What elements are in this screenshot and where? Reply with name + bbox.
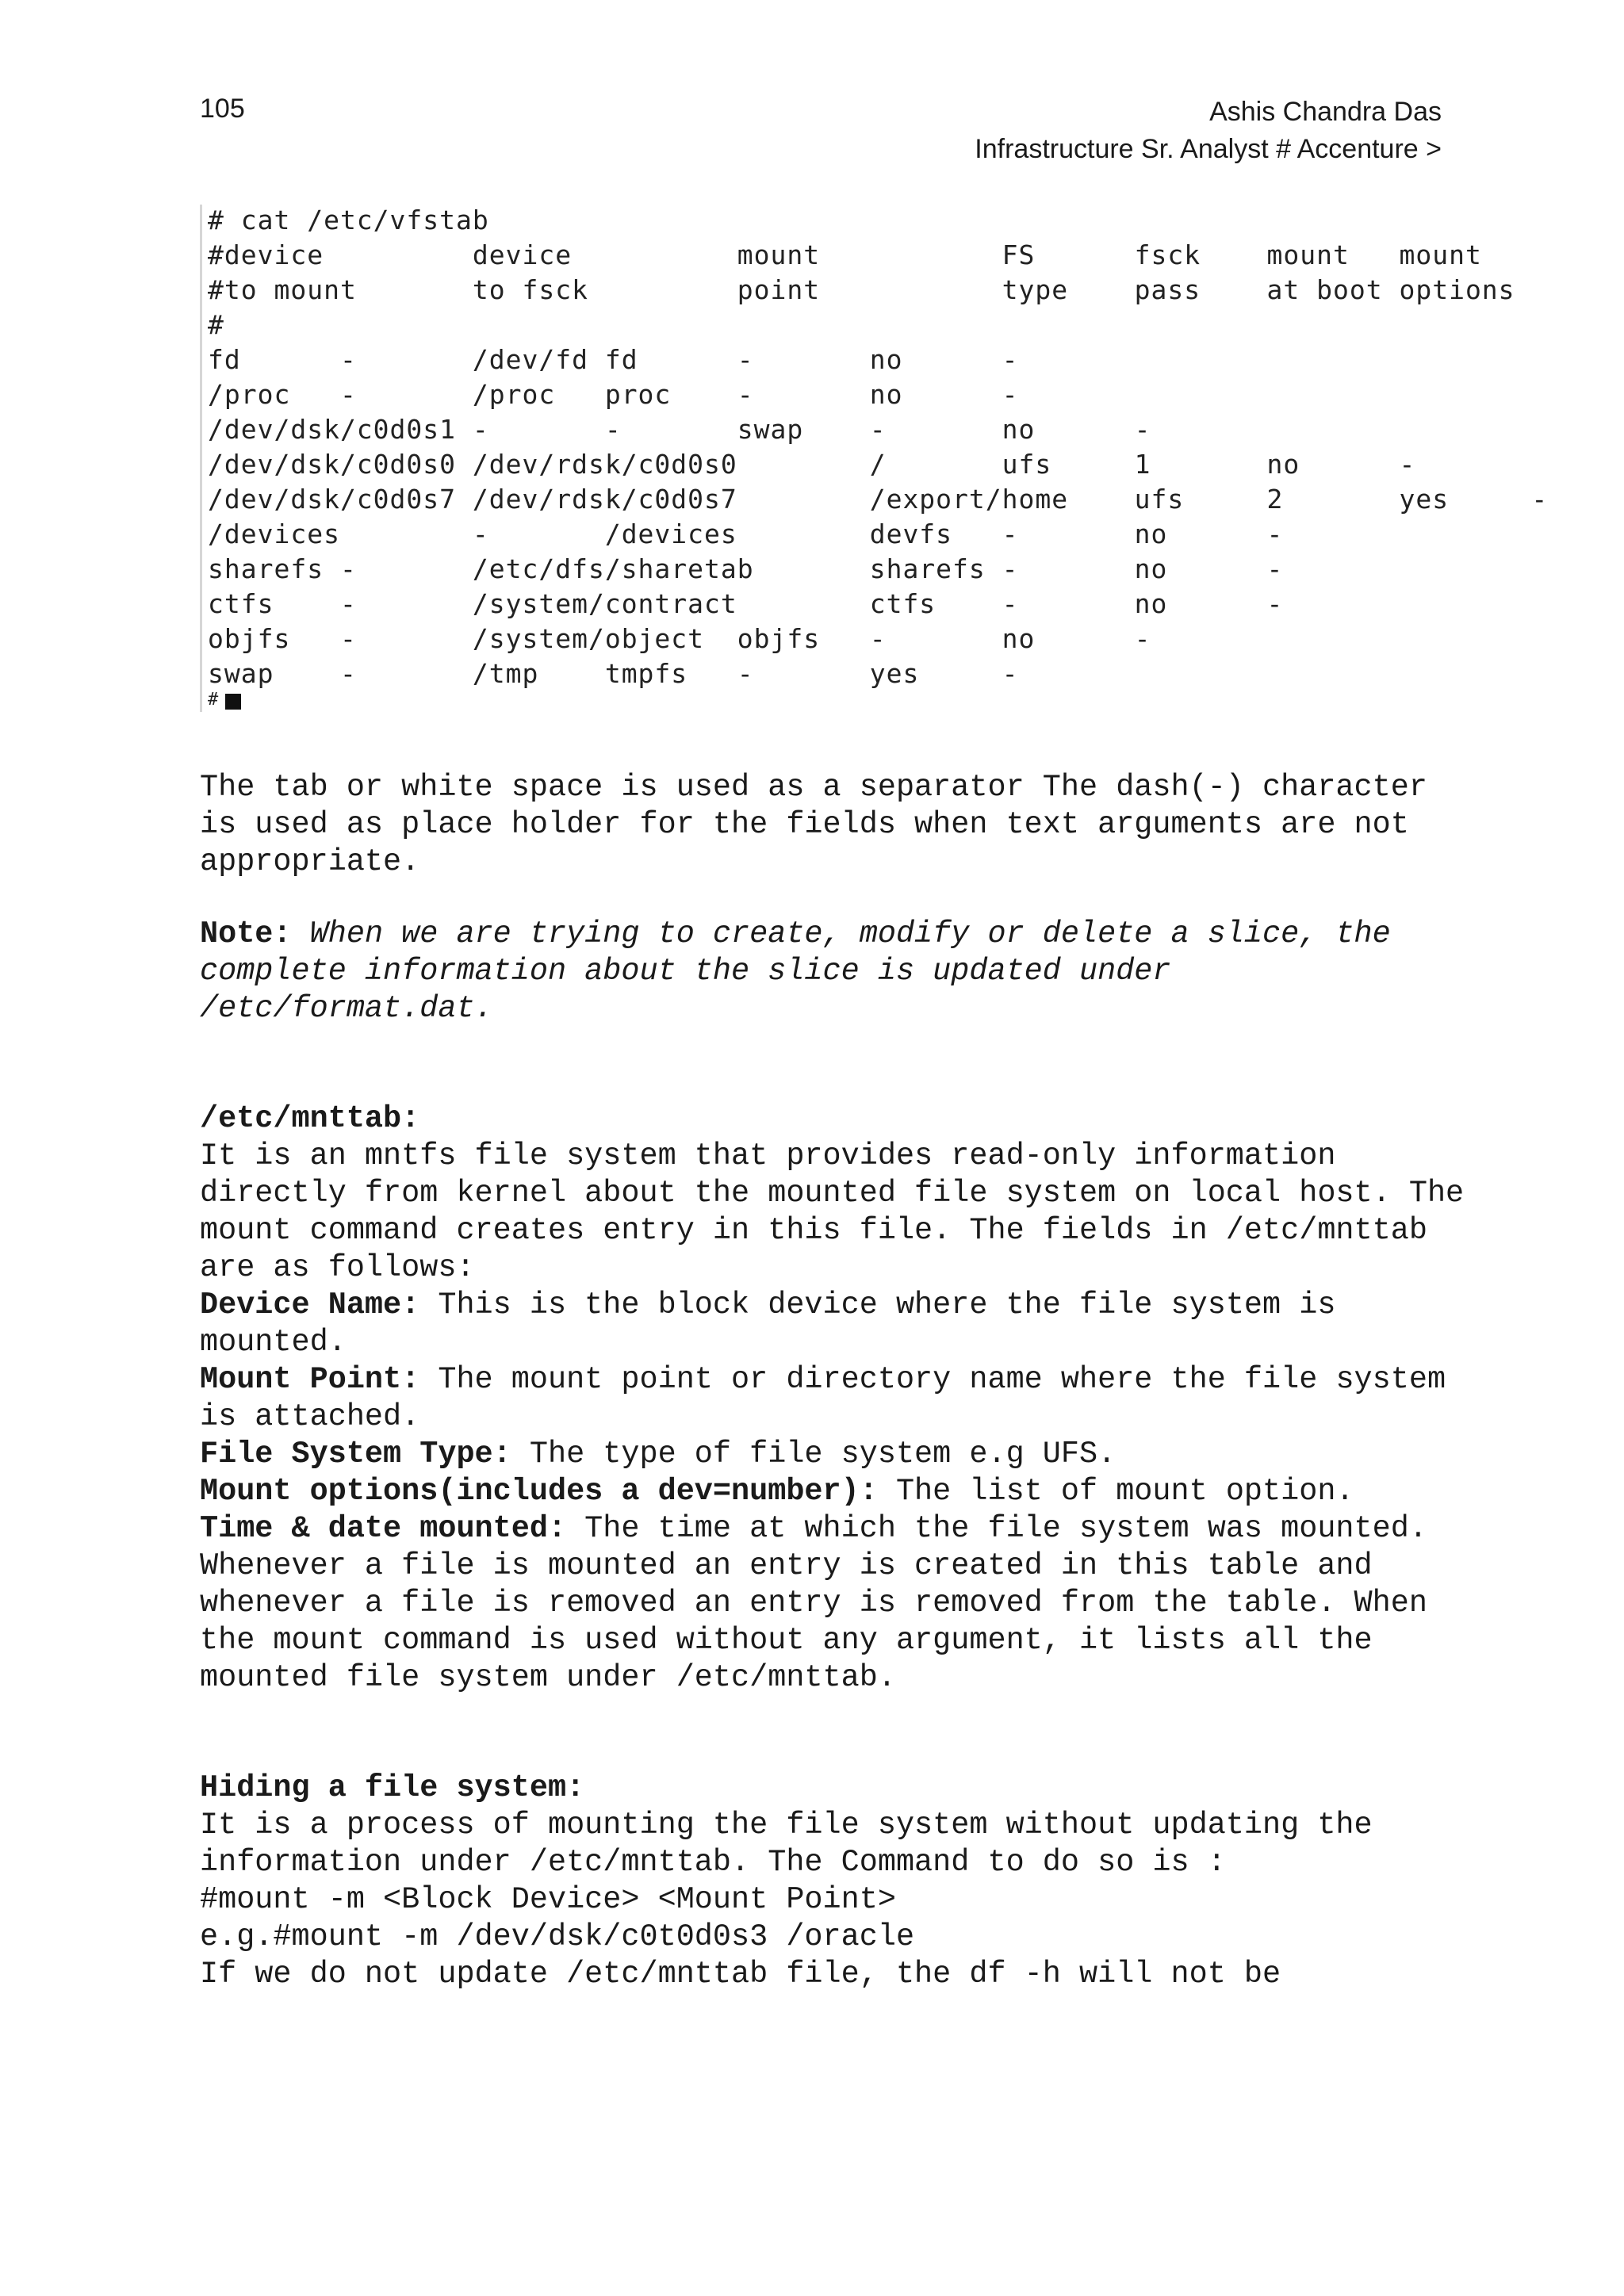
field-text: The mount point or directory name where the file system is attached. (200, 1362, 1446, 1434)
note-label: Note: (200, 916, 292, 951)
note-paragraph (200, 916, 1469, 1027)
hiding-last-line: If we do not update /etc/mnttab file, the df -h will not be (200, 1957, 1281, 1992)
terminal-line: # cat /etc/vfstab (208, 205, 489, 235)
page-number: 105 (200, 94, 245, 124)
field-label: Mount options(includes a dev=number): (200, 1474, 878, 1509)
field-label: File System Type: (200, 1437, 511, 1471)
terminal-left-border (200, 205, 202, 712)
field-fs-type (200, 1436, 1469, 1473)
document-body (200, 769, 1469, 1993)
field-label: Time & date mounted: (200, 1511, 567, 1546)
prompt-hash: # (208, 690, 220, 710)
field-device-name (200, 1287, 1469, 1361)
terminal-line: sharefs - /etc/dfs/sharetab sharefs - no - (208, 553, 1284, 584)
terminal-line: #device device mount FS fsck mount mount (208, 239, 1482, 270)
terminal-line: # (208, 309, 224, 340)
terminal-line: ctfs - /system/contract ctfs - no - (208, 588, 1284, 619)
terminal-cursor (225, 694, 241, 710)
terminal-line: #to mount to fsck point type pass at boot options (208, 274, 1515, 305)
terminal-screenshot (200, 205, 1548, 712)
terminal-line: /dev/dsk/c0d0s1 - - swap - no - (208, 414, 1151, 445)
field-text: The list of mount option. (877, 1474, 1354, 1509)
author-name: Ashis Chandra Das (1209, 97, 1442, 127)
note-text: When we are trying to create, modify or delete a slice, the complete information about the slice is updated under /etc/format.dat. (200, 916, 1391, 1026)
field-label: Mount Point: (200, 1362, 420, 1397)
field-text: The type of file system e.g UFS. (511, 1437, 1116, 1471)
field-text: The time at which the file system was mounted. (566, 1511, 1427, 1546)
hiding-heading (200, 1770, 1469, 1807)
mnttab-heading (200, 1100, 1469, 1138)
author-role: Infrastructure Sr. Analyst # Accenture > (975, 134, 1442, 164)
field-text: This is the block device where the file system is mounted. (200, 1288, 1336, 1360)
command-example: e.g.#mount -m /dev/dsk/c0t0d0s3 /oracle (200, 1919, 915, 1954)
terminal-line: /dev/dsk/c0d0s7 /dev/rdsk/c0d0s7 /export/home ufs 2 yes - (208, 484, 1548, 515)
field-mount-point (200, 1361, 1469, 1436)
terminal-line: fd - /dev/fd fd - no - (208, 344, 1019, 375)
separator-paragraph: The tab or white space is used as a separator The dash(-) character is used as place holder for the fields when text arguments are not appropriate. (200, 770, 1427, 879)
hiding-heading-text: Hiding a file system: (200, 1770, 585, 1805)
mnttab-outro: Whenever a file is mounted an entry is created in this table and whenever a file is removed an entry is removed from the table. When the mount command is used without any argument, it lists all the mounted file system under /etc/mnttab. (200, 1548, 1427, 1695)
terminal-line: /proc - /proc proc - no - (208, 379, 1019, 410)
terminal-line: swap - /tmp tmpfs - yes - (208, 658, 1019, 689)
terminal-prompt (208, 690, 241, 712)
field-time-date (200, 1510, 1469, 1548)
page-header-right (975, 94, 1442, 168)
hiding-paragraph: It is a process of mounting the file system without updating the information under /etc/mnttab. The Command to do so is : (200, 1808, 1373, 1880)
terminal-line: /devices - /devices devfs - no - (208, 519, 1284, 549)
mnttab-intro: It is an mntfs file system that provides read-only information directly from kernel about the mounted file system on local host. The mount command creates entry in this file. The fields in /etc/mnttab are as follows: (200, 1138, 1465, 1285)
terminal-line: objfs - /system/object objfs - no - (208, 623, 1151, 654)
command-syntax: #mount -m <Block Device> <Mount Point> (200, 1882, 896, 1917)
field-label: Device Name: (200, 1288, 420, 1322)
terminal-line: /dev/dsk/c0d0s0 /dev/rdsk/c0d0s0 / ufs 1 no - (208, 449, 1416, 480)
field-mount-options (200, 1473, 1469, 1510)
mnttab-heading-text: /etc/mnttab: (200, 1101, 420, 1136)
